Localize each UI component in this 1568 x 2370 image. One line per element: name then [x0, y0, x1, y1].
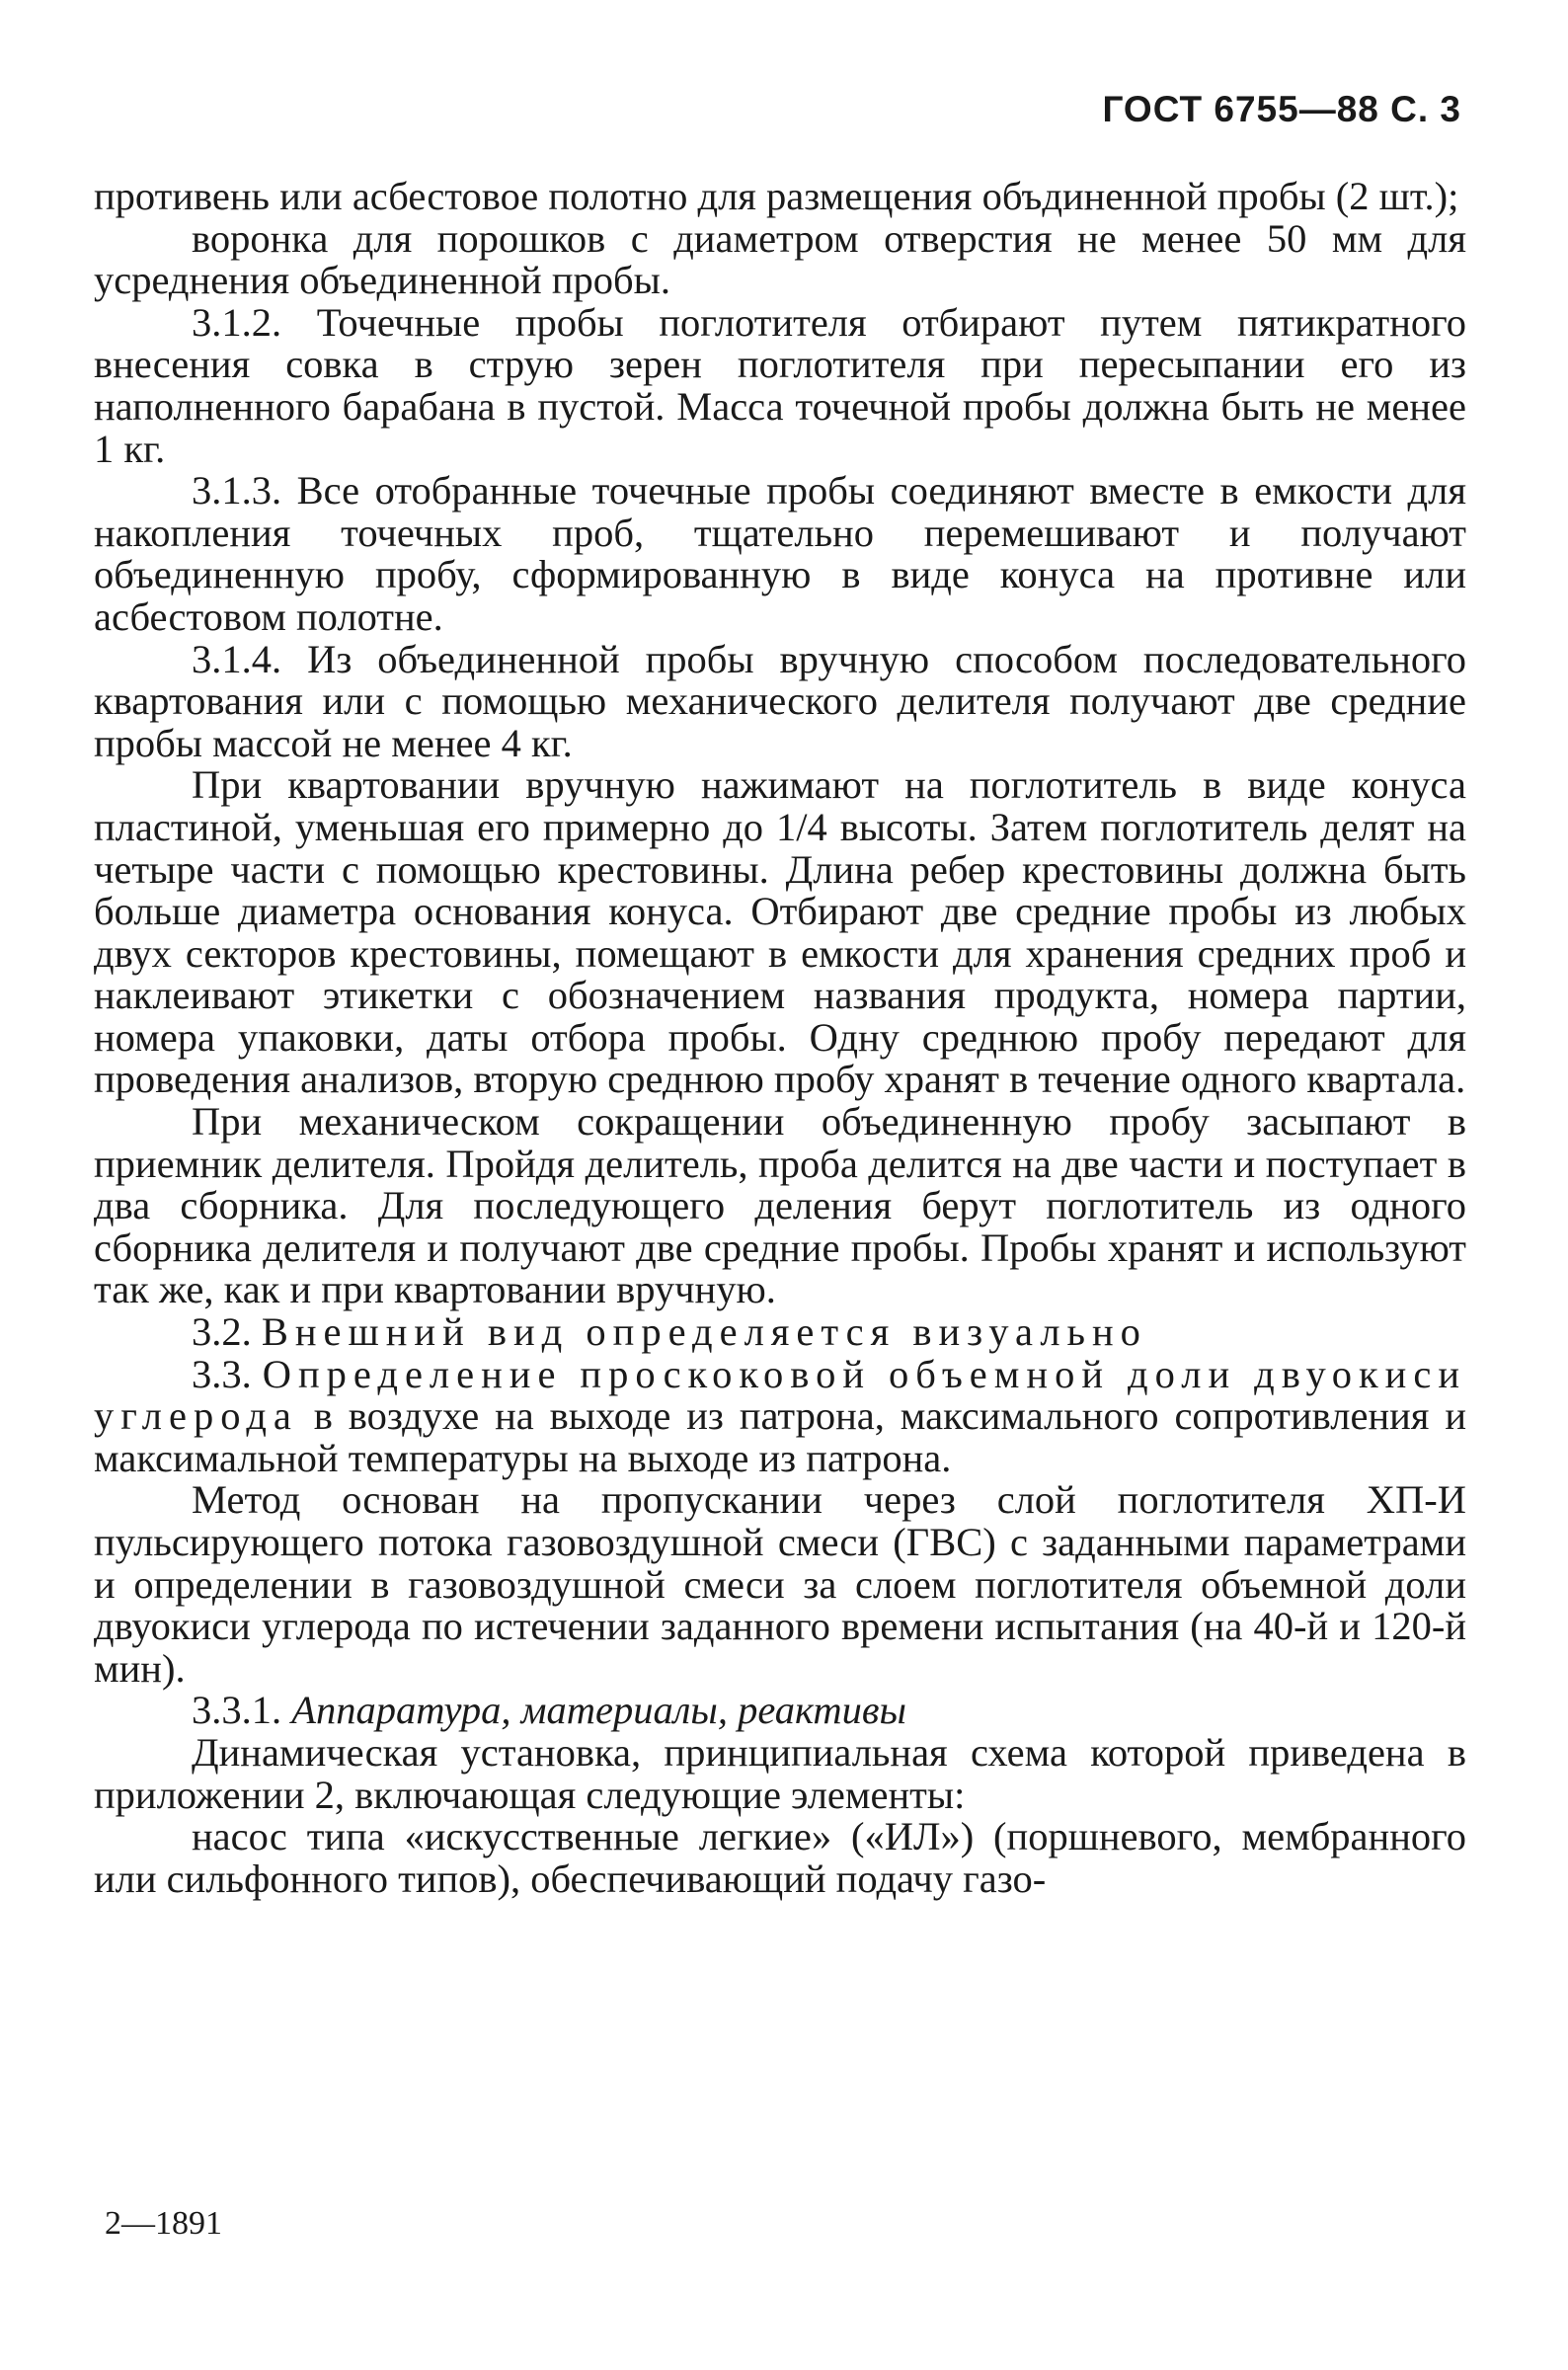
- section-heading: Внешний вид определяется визуально: [261, 1309, 1147, 1355]
- section-number: 3.3.: [192, 1351, 252, 1396]
- paragraph: Метод основан на пропускании через слой поглотителя ХП-И пульсирующего потока газовоздушной смеси (ГВС) с заданными параметрами и определении в газовоздушной смеси за слоем поглотителя объемной доли двуокиси углерода по истечении заданного времени испытания (на 40-й и 120-й мин).: [94, 1477, 1466, 1691]
- running-head: ГОСТ 6755—88 С. 3: [1102, 89, 1461, 129]
- paragraph: При квартовании вручную нажимают на поглотитель в виде конуса пластиной, уменьшая его примерно до 1/4 высоты. Затем поглотитель делят на четыре части с помощью крестовины. Длина ребер крестовины должна быть больше диаметра основания конуса. Отбирают две средние пробы из любых двух секторов крестовины, помещают в емкости для хранения средних проб и наклеивают этикетки с обозначением названия продукта, номера партии, номера упаковки, даты отбора пробы. Одну среднюю пробу передают для проведения анализов, вторую среднюю пробу хранят в течение одного квартала.: [94, 762, 1466, 1102]
- body-text: [94, 176, 1466, 1900]
- paragraph: противень или асбестовое полотно для размещения объдиненной пробы (2 шт.);: [94, 174, 1459, 218]
- paragraph-3-1-3: 3.1.3. Все отобранные точечные пробы соединяют вместе в емкости для накопления точечных проб, тщательно перемешивают и получают объединенную пробу, сформированную в виде конуса на противне или асбестовом полотне.: [94, 468, 1466, 639]
- section-3-2: [94, 1311, 1466, 1354]
- paragraph-3-1-2: 3.1.2. Точечные пробы поглотителя отбирают путем пятикратного внесения совка в струю зерен поглотителя при пересыпании его из наполненного барабана в пустой. Масса точечной пробы должна быть не менее 1 кг.: [94, 299, 1466, 471]
- section-heading: Аппаратура, материалы, реактивы: [291, 1688, 906, 1733]
- section-number: 3.2.: [192, 1309, 252, 1355]
- paragraph-3-1-4: 3.1.4. Из объединенной пробы вручную способом последовательного квартования или с помощью механического делителя получают две средние пробы массой не менее 4 кг.: [94, 636, 1466, 765]
- paragraph: При механическом сокращении объединенную пробу засыпают в приемник делителя. Пройдя делитель, проба делится на две части и поступает в два сборника. Для последующего деления берут поглотитель из одного сборника делителя и получают две средние пробы. Пробы хранят и используют так же, как и при квартовании вручную.: [94, 1099, 1466, 1312]
- section-3-3-1: [94, 1690, 1466, 1732]
- section-3-3: [94, 1351, 1466, 1480]
- signature-mark: 2—1891: [105, 2205, 222, 2242]
- paragraph: насос типа «искусственные легкие» («ИЛ») (поршневого, мембранного или сильфонного типов), обеспечивающий подачу газо-: [94, 1814, 1466, 1901]
- section-heading-rest: в воздухе на выходе из патрона, максимального сопротивления и максимальной температуры на выходе из патрона.: [94, 1393, 1466, 1480]
- section-number: 3.3.1.: [192, 1688, 282, 1733]
- paragraph: воронка для порошков с диаметром отверстия не менее 50 мм для усреднения объединенной пробы.: [94, 215, 1466, 303]
- paragraph: Динамическая установка, принципиальная схема которой приведена в приложении 2, включающая следующие элементы:: [94, 1729, 1466, 1817]
- section-heading: Определение проскоковой объемной доли двуокиси углерода: [94, 1351, 1466, 1439]
